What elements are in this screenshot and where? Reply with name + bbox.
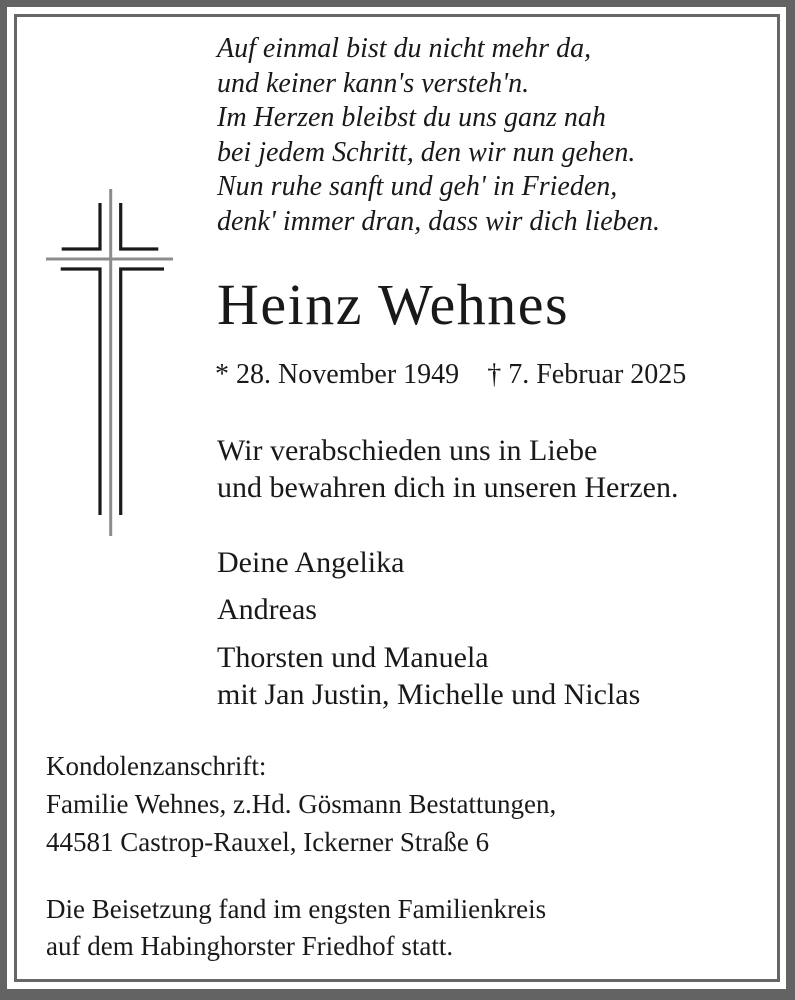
poem-line: Nun ruhe sanft und geh' in Frieden,	[217, 171, 618, 202]
mourner-line: Deine Angelika	[217, 546, 405, 579]
birth-date: * 28. November 1949	[215, 359, 460, 390]
mourner-line: Andreas	[217, 593, 317, 626]
poem-line: Im Herzen bleibst du uns ganz nah	[217, 102, 606, 133]
deceased-name: Heinz Wehnes	[217, 272, 570, 337]
mourner-line: Thorsten und Manuela	[217, 641, 489, 674]
burial-note	[46, 891, 546, 965]
poem-line: bei jedem Schritt, den wir nun gehen.	[217, 136, 636, 168]
condolence-line: Familie Wehnes, z.Hd. Gösmann Bestattungen,	[46, 789, 557, 819]
condolence-line: 44581 Castrop-Rauxel, Ickerner Straße 6	[46, 827, 490, 857]
poem-line: denk' immer dran, dass wir dich lieben.	[217, 205, 661, 237]
burial-line: Die Beisetzung fand im engsten Familienkreis	[46, 894, 547, 924]
farewell-text	[217, 432, 678, 506]
condolence-address	[46, 747, 556, 861]
memorial-cross-icon	[40, 184, 180, 544]
burial-line: auf dem Habinghorster Friedhof statt.	[46, 931, 454, 961]
memorial-poem	[217, 32, 660, 239]
death-date: † 7. Februar 2025	[487, 359, 687, 390]
farewell-line: Wir verabschieden uns in Liebe	[217, 434, 598, 467]
poem-line: Auf einmal bist du nicht mehr da,	[217, 33, 592, 64]
farewell-line: und bewahren dich in unseren Herzen.	[217, 471, 679, 504]
poem-line: und keiner kann's versteh'n.	[217, 67, 530, 99]
mourner-line: mit Jan Justin, Michelle und Niclas	[217, 678, 641, 711]
life-dates	[215, 358, 686, 392]
condolence-heading: Kondolenzanschrift:	[46, 751, 267, 781]
